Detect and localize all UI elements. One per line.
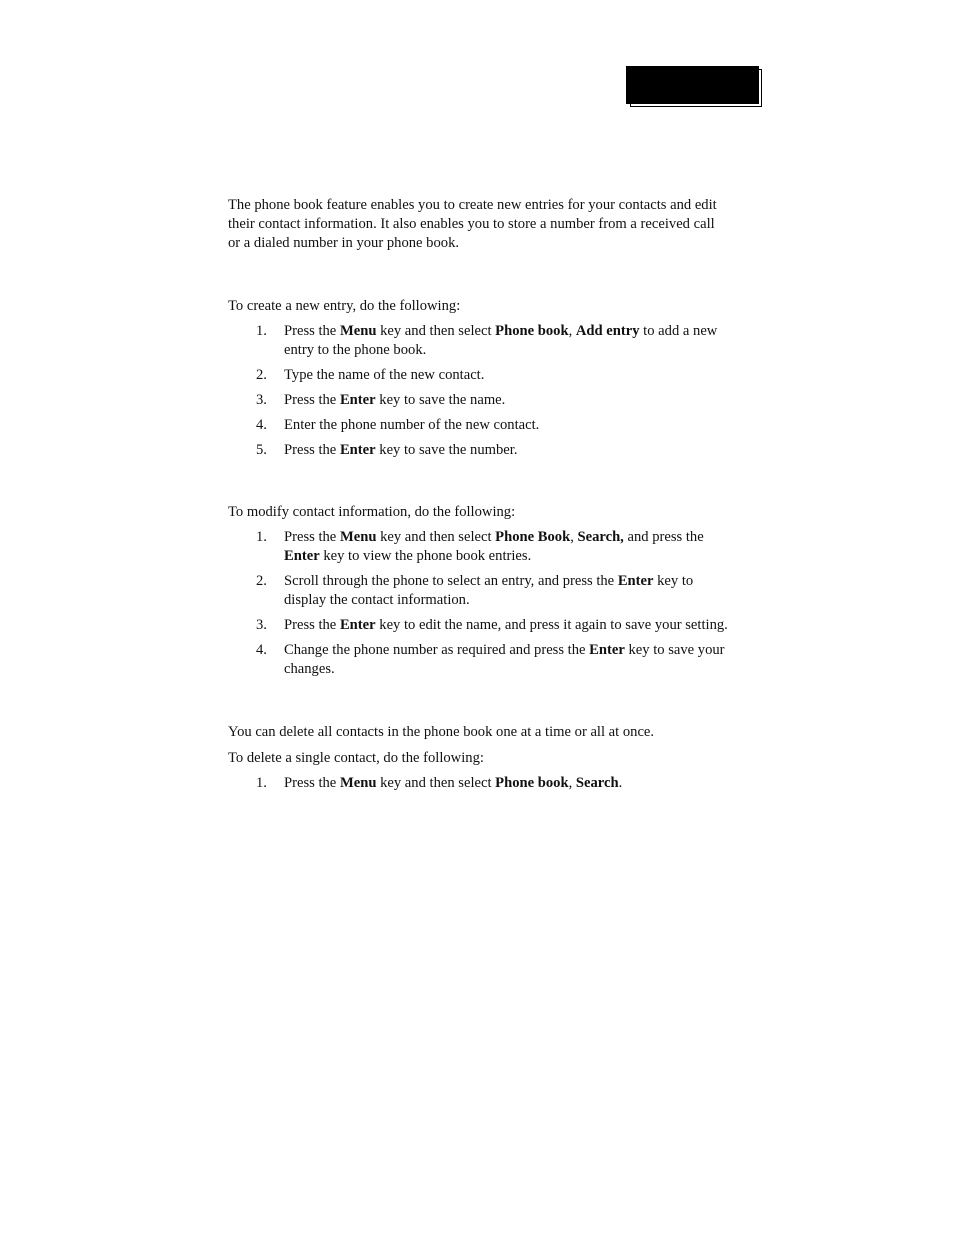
step-number: 1.: [256, 323, 267, 339]
step-text: Scroll through the phone to select an entry, and press the: [284, 573, 618, 589]
step-text: Enter the phone number of the new contact.: [284, 417, 540, 433]
modify-contact-lead: To modify contact information, do the following:: [228, 504, 516, 520]
step-keyword: Search,: [577, 529, 624, 545]
step-item: [228, 572, 728, 610]
step-keyword: Menu: [339, 775, 377, 791]
step-text: ,: [568, 323, 576, 339]
intro-paragraph: The phone book feature enables you to create new entries for your contacts and edit their contact information. It also enables you to store a number from a received call or a dialed number in your phone book.: [228, 197, 717, 251]
step-text: Press the: [284, 617, 340, 633]
step-keyword: Add entry: [575, 323, 640, 339]
step-text: .: [618, 775, 623, 791]
create-entry-steps: [228, 322, 728, 460]
step-keyword: Enter: [339, 392, 376, 408]
step-number: 1.: [256, 775, 267, 791]
modify-contact-steps: [228, 528, 728, 679]
step-number: 4.: [256, 642, 267, 658]
step-text: ,: [568, 775, 576, 791]
step-item: [228, 641, 728, 679]
step-keyword: Enter: [339, 442, 376, 458]
step-text: Press the: [284, 323, 340, 339]
step-keyword: Menu: [339, 529, 377, 545]
step-text: key to save your changes.: [284, 642, 725, 677]
step-item: [228, 322, 728, 360]
step-text: Type the name of the new contact.: [284, 367, 485, 383]
step-keyword: Menu: [339, 323, 377, 339]
step-text: Press the: [284, 392, 340, 408]
delete-contacts-intro: You can delete all contacts in the phone book one at a time or all at once.: [228, 724, 655, 740]
step-keyword: Enter: [617, 573, 654, 589]
step-text: key to save the name.: [375, 392, 506, 408]
step-text: key to view the phone book entries.: [319, 548, 532, 564]
step-keyword: Enter: [589, 642, 625, 658]
step-text: and press the: [623, 529, 704, 545]
step-text: key to edit the name, and press it again to save your setting.: [375, 617, 728, 633]
step-item: [228, 616, 728, 635]
step-keyword: Search: [575, 775, 619, 791]
step-keyword: Phone book: [495, 323, 569, 339]
step-text: Press the: [284, 775, 340, 791]
step-text: key and then select: [376, 323, 496, 339]
step-number: 4.: [256, 417, 267, 433]
step-text: Press the: [284, 442, 340, 458]
step-keyword: Enter: [284, 548, 320, 564]
step-item: [228, 366, 728, 385]
step-item: [228, 391, 728, 410]
step-text: key and then select: [376, 775, 496, 791]
page-body: [228, 196, 728, 799]
chapter-tab-block: [626, 66, 759, 104]
step-item: [228, 774, 728, 793]
step-number: 5.: [256, 442, 267, 458]
step-number: 2.: [256, 367, 267, 383]
step-text: Change the phone number as required and press the: [284, 642, 590, 658]
step-number: 3.: [256, 392, 267, 408]
step-text: to add a new entry to the phone book.: [284, 323, 718, 358]
step-item: [228, 416, 728, 435]
delete-contact-steps: [228, 774, 728, 793]
step-text: Press the: [284, 529, 340, 545]
step-text: key to save the number.: [375, 442, 518, 458]
step-number: 2.: [256, 573, 267, 589]
step-item: [228, 528, 728, 566]
delete-single-lead: To delete a single contact, do the following:: [228, 750, 484, 766]
step-text: key and then select: [376, 529, 496, 545]
create-entry-lead: To create a new entry, do the following:: [228, 298, 461, 314]
step-number: 1.: [256, 529, 267, 545]
step-keyword: Phone book: [495, 775, 569, 791]
chapter-tab: [626, 66, 762, 107]
step-number: 3.: [256, 617, 267, 633]
step-item: [228, 441, 728, 460]
step-text: ,: [570, 529, 578, 545]
step-keyword: Enter: [339, 617, 376, 633]
step-text: key to display the contact information.: [284, 573, 694, 608]
step-keyword: Phone Book: [495, 529, 571, 545]
